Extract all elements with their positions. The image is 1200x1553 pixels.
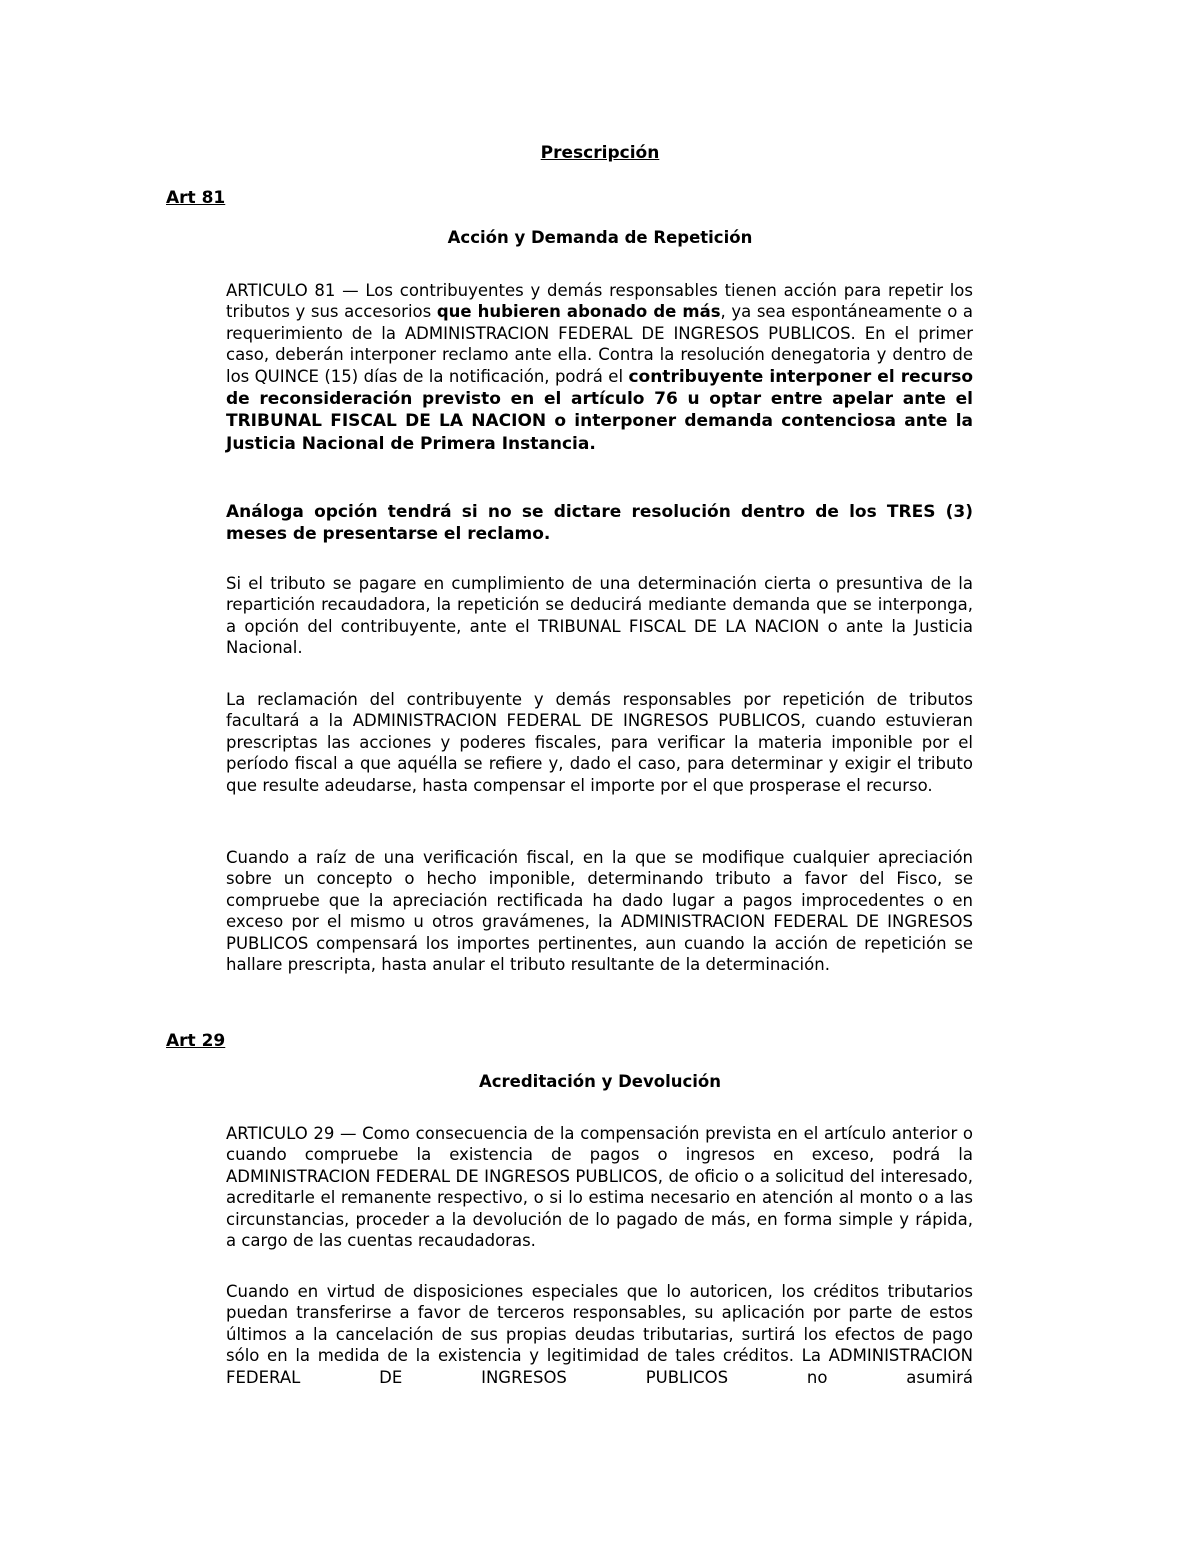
article-label-29: Art 29 (166, 1031, 226, 1051)
art29-paragraph-1: ARTICULO 29 — Como consecuencia de la compensación prevista en el artículo anterior o cuando compruebe la existencia de pagos o ingresos en exceso, podrá la ADMINISTRACION FEDERAL DE INGRESOS PUBLICOS, de oficio o a solicitud del interesado, acreditarle el remanente respectivo, o si lo estima necesario en atención al monto o a las circunstancias, proceder a la devolución de lo pagado de más, en forma simple y rápida, a cargo de las cuentas recaudadoras. (226, 1124, 973, 1251)
art81-paragraph-3: Si el tributo se pagare en cumplimiento de una determinación cierta o presuntiva de la repartición recaudadora, la repetición se deducirá mediante demanda que se interponga, a opción del contribuyente, ante el TRIBUNAL FISCAL DE LA NACION o ante la Justicia Nacional. (226, 574, 973, 658)
art81-paragraph-2: Análoga opción tendrá si no se dictare resolución dentro de los TRES (3) meses de presentarse el reclamo. (226, 502, 973, 544)
art29-paragraph-2: Cuando en virtud de disposiciones especiales que lo autoricen, los créditos tributarios puedan transferirse a favor de terceros responsables, su aplicación por parte de estos últimos a la cancelación de sus propias deudas tributarias, surtirá los efectos de pago sólo en la medida de la existencia y legitimidad de tales créditos. La ADMINISTRACION FEDERAL DE INGRESOS PUBLICOS no asumirá (226, 1282, 973, 1387)
art81-p1-text-1: ARTICULO 81 — Los contribuyentes y demás responsables tienen acción para repetir los tributos y sus accesorios (226, 281, 973, 322)
art81-paragraph-4: La reclamación del contribuyente y demás responsables por repetición de tributos facultará a la ADMINISTRACION FEDERAL DE INGRESOS PUBLICOS, cuando estuvieran prescriptas las acciones y poderes fiscales, para verificar la materia imponible por el período fiscal a que aquélla se refiere y, dado el caso, para determinar y exigir el tributo que resulte adeudarse, hasta compensar el importe por el que prosperase el recurso. (226, 690, 973, 795)
article-label-81: Art 81 (166, 188, 226, 208)
section-heading-81: Acción y Demanda de Repetición (447, 228, 753, 247)
art81-p1-text-2: , ya sea espontáneamente o a requerimiento de la ADMINISTRACION FEDERAL DE INGRESOS PUBLICOS. En el primer caso, deberán interponer reclamo ante ella. Contra la resolución denegatoria y dentro de los QUINCE (15) días de la notificación, podrá el (226, 302, 973, 386)
art81-p1-bold-1: que hubieren abonado de más (436, 302, 721, 322)
page-title: Prescripción (540, 143, 660, 163)
art81-paragraph-1 (226, 280, 973, 455)
art81-paragraph-5: Cuando a raíz de una verificación fiscal, en la que se modifique cualquier apreciación sobre un concepto o hecho imponible, determinando tributo a favor del Fisco, se compruebe que la apreciación rectificada ha dado lugar a pagos improcedentes o en exceso por el mismo u otros gravámenes, la ADMINISTRACION FEDERAL DE INGRESOS PUBLICOS compensará los importes pertinentes, aun cuando la acción de repetición se hallare prescripta, hasta anular el tributo resultante de la determinación. (226, 848, 973, 975)
section-heading-29: Acreditación y Devolución (478, 1072, 722, 1091)
art81-p1-bold-2: contribuyente interponer el recurso de reconsideración previsto en el artículo 76 u optar entre apelar ante el TRIBUNAL FISCAL DE LA NACION o interponer demanda contenciosa ante la Justicia Nacional de Primera Instancia. (226, 366, 974, 454)
